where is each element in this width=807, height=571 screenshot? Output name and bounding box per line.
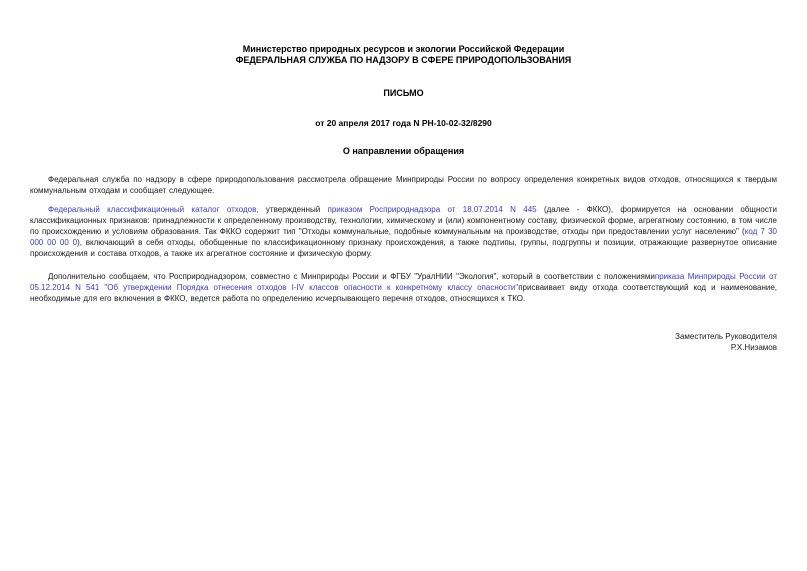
text-run: утвержденный [258, 205, 328, 214]
document-link[interactable]: приказа Минприроды России от 05.12.2014 N 541 "Об утверждении Порядка отнесения отходов I-IV классов опасности к конкретному классу опасности" [30, 272, 777, 292]
document-type-title: ПИСЬМО [383, 88, 424, 98]
signature-block [30, 331, 777, 353]
document-link[interactable]: приказом Росприроднадзора от 18.07.2014 N 445 [327, 205, 537, 214]
signer-name: Р.Х.Низамов [730, 343, 777, 352]
text-run: присваивает виду отхода соответствующий код и наименование, необходимые для его включения в ФККО, ведется работа по определению исчерпывающего перечня отходов, относящихся к ТКО. [30, 283, 778, 303]
agency-name: ФЕДЕРАЛЬНАЯ СЛУЖБА ПО НАДЗОРУ В СФЕРЕ ПРИРОДОПОЛЬЗОВАНИЯ [235, 55, 572, 65]
text-run: ), включающий в себя отходы, обобщенные по классификационному признаку происхождения, а также подтипы, группы, подгруппы и позиции, отражающие развернутое описание происхождения и состава отходов, а также их агрегатное состояние и физическую форму. [30, 238, 778, 258]
ministry-name: Министерство природных ресурсов и экологии Российской Федерации [242, 44, 565, 54]
text-run: Дополнительно сообщаем, что Росприроднадзором, совместно с Минприроды России и ФГБУ "УралНИИ "Экология", который в соответствии с положениями [48, 272, 655, 281]
document-subject: О направлении обращения [342, 146, 465, 156]
paragraph [30, 204, 777, 259]
signer-position: Заместитель Руководителя [675, 332, 777, 341]
paragraph [30, 271, 777, 304]
document-link[interactable]: Федеральный классификационный каталог отходов, [48, 205, 259, 214]
text-run: (далее - ФККО), формируется на основании общности классификационных признаков: принадлежности к определенному производству, технологии, химическому и (или) компонентному составу, физической форме, агрегатному состоянию, в том числе по происхождению и условиям образования. Так ФККО содержит тип "Отходы коммунальные, подобные коммунальным на производстве, отходы при предоставлении услуг населению" ( [30, 205, 778, 236]
document-link[interactable]: код 7 30 000 00 00 0 [30, 227, 777, 247]
document-date-number: от 20 апреля 2017 года N РН-10-02-32/8290 [315, 118, 492, 128]
paragraph [30, 174, 777, 196]
text-run: Федеральная служба по надзору в сфере природопользования рассмотрела обращение Минприроды России по вопросу определения конкретных видов отходов, относящихся к твердым коммунальным отходам и сообщает следующее. [30, 175, 777, 195]
